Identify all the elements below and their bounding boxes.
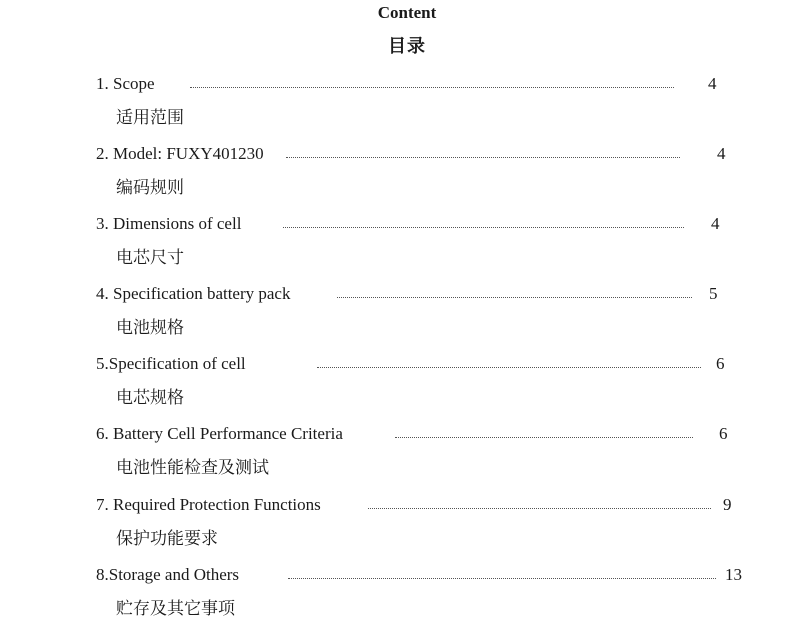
toc-entry-2: [0, 143, 800, 209]
toc-entry-1: [0, 73, 800, 139]
toc-entry-cn: 保护功能要求: [116, 529, 218, 549]
toc-entry-label: 8.Storage and Others: [96, 565, 240, 584]
toc-entry-cn: 电芯尺寸: [116, 248, 184, 268]
toc-entry-cn: 适用范围: [116, 108, 184, 128]
toc-page-number: 6: [719, 424, 728, 443]
toc-entry-label: 3. Dimensions of cell: [96, 214, 242, 233]
toc-page-number: 9: [723, 495, 732, 514]
toc-title: Content: [377, 3, 437, 22]
toc-entry-5: [0, 353, 800, 419]
toc-leader: [190, 87, 674, 88]
toc-entry-label: 2. Model: FUXY401230: [96, 144, 264, 163]
toc-entry-cn: 电池规格: [116, 318, 184, 338]
toc-entry-label: 7. Required Protection Functions: [96, 495, 321, 514]
toc-entry-label: 4. Specification battery pack: [96, 284, 291, 303]
toc-entry-label: 5.Specification of cell: [96, 354, 246, 373]
toc-leader: [317, 367, 701, 368]
toc-leader: [283, 227, 684, 228]
toc-page-number: 5: [709, 284, 718, 303]
toc-leader: [368, 508, 711, 509]
toc-entry-label: 6. Battery Cell Performance Criteria: [96, 424, 343, 443]
toc-page-number: 6: [716, 354, 725, 373]
toc-page-number: 4: [711, 214, 720, 233]
toc-entry-4: [0, 283, 800, 349]
toc-entry-6: [0, 423, 800, 489]
toc-entry-cn: 编码规则: [116, 178, 184, 198]
toc-subtitle: 目录: [388, 36, 426, 56]
toc-entry-7: [0, 494, 800, 560]
toc-entry-cn: 贮存及其它事项: [116, 599, 235, 619]
toc-page-number: 4: [708, 74, 717, 93]
toc-page-number: 13: [725, 565, 742, 584]
toc-entry-label: 1. Scope: [96, 74, 155, 93]
toc-entry-3: [0, 213, 800, 279]
toc-entry-8: [0, 564, 800, 630]
toc-leader: [337, 297, 692, 298]
toc-entry-cn: 电芯规格: [116, 388, 184, 408]
toc-page-number: 4: [717, 144, 726, 163]
toc-leader: [286, 157, 680, 158]
toc-entry-cn: 电池性能检查及测试: [116, 458, 269, 478]
toc-leader: [288, 578, 716, 579]
toc-leader: [395, 437, 693, 438]
